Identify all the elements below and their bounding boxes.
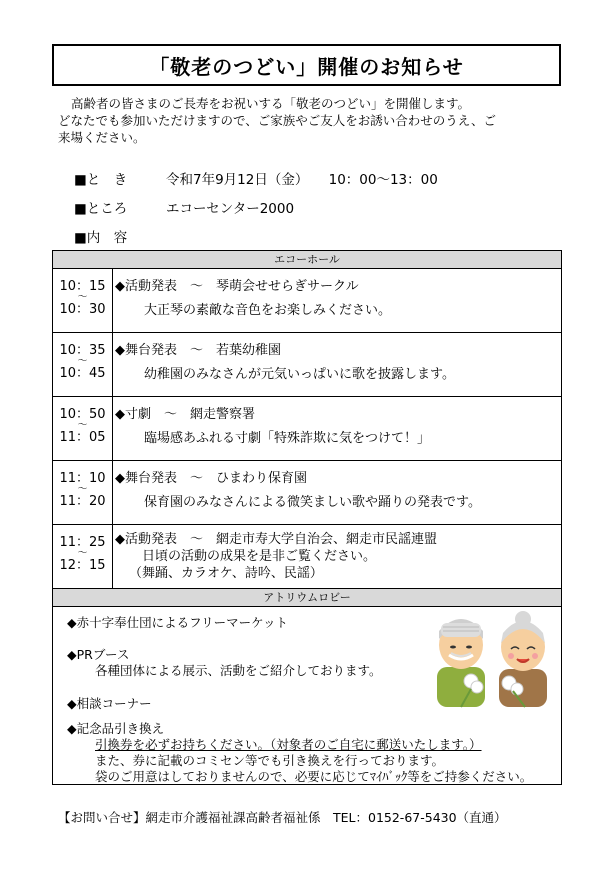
info-date — [74, 168, 438, 188]
activity-title: ◆舞台発表 ～ 若葉幼稚園 — [115, 343, 281, 358]
atrium-gift-line2: また、券に記載のコミセン等でも引き換えを行っております。 — [95, 753, 445, 768]
time-tilde: ～ — [77, 356, 88, 367]
activity-title: ◆舞台発表 ～ ひまわり保育園 — [115, 471, 307, 486]
activity-desc: 幼稚園のみなさんが元気いっぱいに歌を披露します。 — [144, 367, 455, 382]
activity-desc: 臨場感あふれる寸劇「特殊詐欺に気をつけて！」 — [144, 431, 431, 446]
activity-title: ◆寸劇 ～ 網走警察署 — [115, 407, 255, 422]
page-title: 「敬老のつどい」開催のお知らせ — [149, 54, 464, 79]
time-tilde: ～ — [77, 420, 88, 431]
atrium-header: アトリウムロビー — [53, 589, 561, 607]
atrium-pr: ◆PRブース — [67, 647, 130, 662]
elderly-woman-figure — [499, 611, 547, 707]
time-start: 10：15 — [59, 279, 106, 294]
content-label: ■内 容 — [74, 230, 128, 246]
atrium-pr-desc: 各種団体による展示、活動をご紹介しております。 — [95, 663, 382, 678]
time-end: 11：05 — [59, 430, 106, 445]
intro-text — [58, 95, 558, 146]
elderly-man-figure — [437, 619, 485, 707]
activity-sub: （舞踊、カラオケ、詩吟、民謡） — [129, 566, 323, 581]
time-end: 10：30 — [59, 302, 106, 317]
time-start: 11：10 — [59, 471, 106, 486]
time-start: 10：50 — [59, 407, 106, 422]
contact-footer: 【お問い合せ】網走市介護福祉課高齢者福祉係 TEL：0152-67-5430（直通） — [58, 810, 507, 825]
atrium-market: ◆赤十字奉仕団によるフリーマーケット — [67, 615, 288, 630]
elderly-couple-illustration — [431, 609, 555, 709]
place-label: ■ところ — [74, 201, 128, 217]
place-value: エコーセンター2000 — [166, 201, 295, 217]
hall-header: エコーホール — [53, 251, 561, 269]
activity-desc: 保育園のみなさんによる微笑ましい歌や踊りの発表です。 — [144, 495, 481, 510]
date-value: 令和7年9月12日（金） 10：00～13：00 — [166, 172, 438, 188]
atrium-consult: ◆相談コーナー — [67, 696, 152, 711]
activity-title: ◆活動発表 ～ 網走市寿大学自治会、網走市民謡連盟 — [115, 532, 437, 547]
time-tilde: ～ — [77, 548, 88, 559]
time-tilde: ～ — [77, 484, 88, 495]
info-content — [74, 226, 166, 246]
atrium-gift: ◆記念品引き換え — [67, 721, 165, 736]
date-label: ■と き — [74, 172, 128, 188]
atrium-gift-line1: 引換券を必ずお持ちください。（対象者のご自宅に郵送いたします。） — [95, 737, 482, 752]
activity-desc: 日頃の活動の成果を是非ご覧ください。 — [142, 549, 377, 564]
time-start: 11：25 — [59, 535, 106, 550]
time-tilde: ～ — [77, 292, 88, 303]
time-start: 10：35 — [59, 343, 106, 358]
activity-desc: 大正琴の素敵な音色をお楽しみください。 — [144, 303, 392, 318]
time-end: 10：45 — [59, 366, 106, 381]
time-end: 12：15 — [59, 558, 106, 573]
title-box — [52, 44, 561, 86]
program-table — [52, 250, 562, 785]
intro-line-3: 来場ください。 — [58, 130, 146, 145]
time-end: 11：20 — [59, 494, 106, 509]
activity-title: ◆活動発表 ～ 琴萌会せせらぎサークル — [115, 279, 359, 294]
info-place — [74, 197, 294, 217]
intro-line-1: 高齢者の皆さまのご長寿をお祝いする「敬老のつどい」を開催します。 — [71, 96, 471, 111]
atrium-gift-line3: 袋のご用意はしておりませんので、必要に応じてﾏｲﾊﾞｯｸ等をご持参ください。 — [95, 769, 533, 784]
intro-line-2: どなたでも参加いただけますので、ご家族やご友人をお誘い合わせのうえ、ご — [58, 113, 497, 128]
